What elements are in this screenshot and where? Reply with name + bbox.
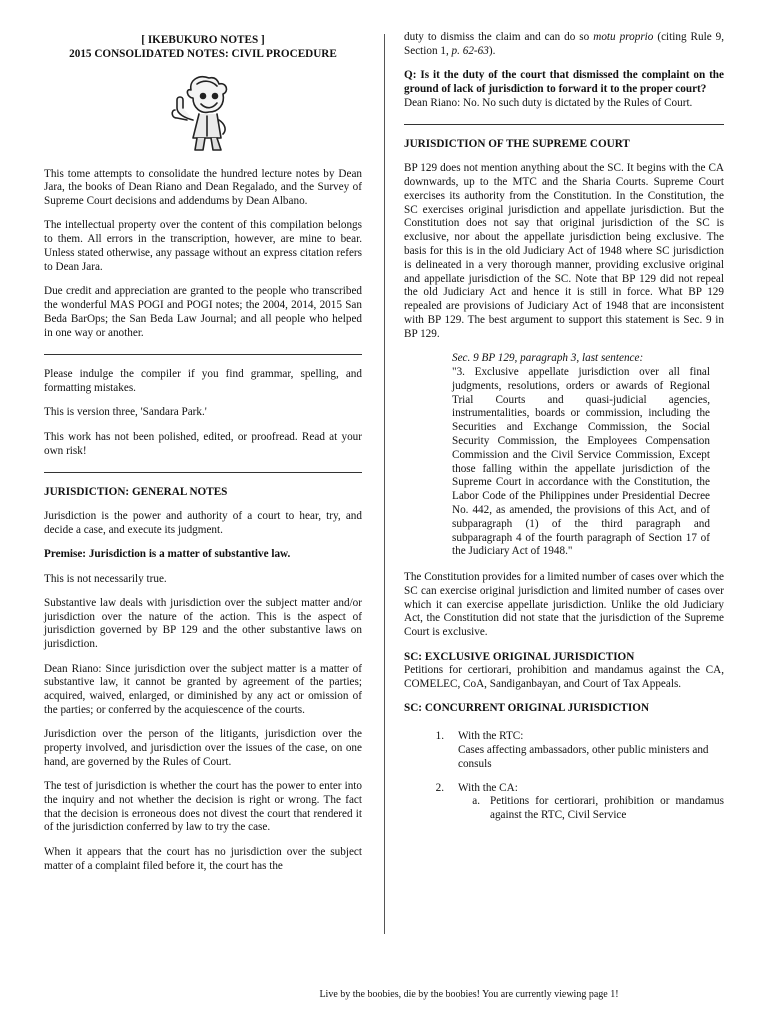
premise-paragraph: Premise: Jurisdiction is a matter of substantive law. <box>44 548 291 561</box>
doc-header-2: 2015 CONSOLIDATED NOTES: CIVIL PROCEDURE <box>69 47 337 60</box>
concurrent-heading: SC: CONCURRENT ORIGINAL JURISDICTION <box>404 702 650 715</box>
exclusive-paragraph: Petitions for certiorari, prohibition and mandamus against the CA, COMELEC, CoA, Sandiganbayan, and Court of Tax Appeals. <box>404 664 724 691</box>
indulge-paragraph: Please indulge the compiler if you find grammar, spelling, and formatting mistakes. <box>44 368 362 395</box>
answer-paragraph: Dean Riano: No. No such duty is dictated by the Rules of Court. <box>404 96 693 109</box>
person-paragraph: Jurisdiction over the person of the litigants, jurisdiction over the property involved, and jurisdiction over the issues of the case, on one hand, are governed by the Rules of Court. <box>44 728 362 768</box>
ip-paragraph: The intellectual property over the content of this compilation belongs to them. All errors in the transcription, however, are mine to bear. Unless stated otherwise, any passage without an express citation refers to Dean Jara. <box>44 219 362 273</box>
substantive-paragraph: Substantive law deals with jurisdiction over the subject matter and/or jurisdiction over the nature of the action. This is the aspect of jurisdiction governed by BP 129 and the other substantive laws on jurisdiction. <box>44 596 362 651</box>
sc-heading: JURISDICTION OF THE SUPREME COURT <box>404 138 630 151</box>
no-jurisdiction-paragraph: When it appears that the court has no jurisdiction over the subject matter of a complaint filed before it, the court has the <box>44 845 362 872</box>
credits-paragraph: Due credit and appreciation are granted to the people who transcribed the wonderful MAS POGI and POGI notes; the 2004, 2014, 2015 San Beda BarOps; the San Beda Law Journal; and all people who helped in one way or another. <box>44 285 362 339</box>
section-rule <box>44 354 362 355</box>
definition-paragraph: Jurisdiction is the power and authority of a court to hear, try, and decide a case, and execute its judgment. <box>44 510 362 536</box>
right-column <box>404 31 725 833</box>
section-rule <box>404 124 724 125</box>
version-paragraph: This is version three, 'Sandara Park.' <box>44 406 207 419</box>
riano-paragraph: Dean Riano: Since jurisdiction over the subject matter is a matter of substantive law, it cannot be granted by agreement of the parties; acquired, waived, enlarged, or diminished by any act or omission of the parties; or conferred by the acquiescence of the courts. <box>44 662 362 716</box>
column-divider <box>384 34 385 934</box>
continued-paragraph: duty to dismiss the claim and can do so motu proprio (citing Rule 9, Section 1, p. 62-63). <box>404 31 725 57</box>
disclaimer-paragraph: This work has not been polished, edited, or proofread. Read at your own risk! <box>44 430 362 457</box>
list-item: 2. With the CA: a. Petitions for certiorari, prohibition or mandamus against the RTC, Civil Service <box>435 781 724 822</box>
page-footer: Live by the boobies, die by the boobies! You are currently viewing page 1! <box>319 989 619 1000</box>
question-paragraph: Q: Is it the duty of the court that dismissed the complaint on the ground of lack of jurisdiction to forward it to the proper court? <box>404 69 724 95</box>
section-rule <box>44 472 362 473</box>
general-notes-heading: JURISDICTION: GENERAL NOTES <box>44 486 228 499</box>
constitution-paragraph: The Constitution provides for a limited number of cases over which the SC can exercise original jurisdiction and limited number of cases over which it can exercise appellate jurisdiction. Unlike the old Judiciary Act, the Constitution did not state that the jurisdiction of the Supreme Court is exclusive. <box>404 571 724 639</box>
list-item: 1. With the RTC: Cases affecting ambassadors, other public ministers and consuls <box>435 730 709 770</box>
exclusive-heading: SC: EXCLUSIVE ORIGINAL JURISDICTION <box>404 650 635 663</box>
quote-text: "3. Exclusive appellate jurisdiction over all final judgments, resolutions, orders or awards of Regional Trial Courts and quasi-judicial agencies, instrumentalities, boards or commission, including the Securities and Exchange Commission, the Social Security Commission, the Employees Compensation Commission and the Civil Service Commission, Except those falling within the appellate jurisdiction of the Supreme Court in accordance with the Constitution, the Labor Code of the Philippines under Presidential Decree No. 442, as amended, the provisions of this Act, and of subparagraph (1) of the third paragraph and subparagraph 4 of the fourth paragraph of Section 17 of the Judiciary Act of 1948." <box>452 365 710 558</box>
left-column <box>44 34 362 884</box>
sub-list-item: a. Petitions for certiorari, prohibition or mandamus against the RTC, Civil Service <box>472 795 724 822</box>
bp129-quote <box>452 352 710 559</box>
not-true-paragraph: This is not necessarily true. <box>44 572 167 585</box>
quote-title: Sec. 9 BP 129, paragraph 3, last sentence: <box>452 352 644 365</box>
intro-paragraph: This tome attempts to consolidate the hundred lecture notes by Dean Jara, the books of Dean Riano and Dean Regalado, and the Survey of Supreme Court decisions and addendums by Dean Albano. <box>44 167 362 208</box>
doc-header-1: [ IKEBUKURO NOTES ] <box>141 34 265 46</box>
sc-paragraph: BP 129 does not mention anything about the SC. It begins with the CA downwards, up to the MTC and the Sharia Courts. Supreme Court exercises its authority from the Constitution. In the Constitution, the SC exercises original jurisdiction and appellate jurisdiction. But the Constitution does not say that original jurisdiction of the SC is exclusive, nor about the appellate jurisdiction being exclusive. The basis for this is in the old Judiciary Act of 1948 where SC jurisdiction is delineated in a very thorough manner, providing exclusive original and appellate jurisdiction of the SC. Note that BP 129 did not repeal the old Judiciary Act and hence it is still in force. What BP 129 repealed are provisions of Judiciary Act of 1948 that are inconsistent with BP 129. The best argument to support this statement is Sec. 9 in BP 129. <box>404 162 724 340</box>
mascot-thumbs-up-image <box>44 68 362 154</box>
test-paragraph: The test of jurisdiction is whether the court has the power to enter into the inquiry and not whether the decision is right or wrong. The fact that the decision is erroneous does not divest the court that rendered it of the jurisdiction conferred by law to try the case. <box>44 780 362 834</box>
concurrent-list <box>404 730 724 823</box>
